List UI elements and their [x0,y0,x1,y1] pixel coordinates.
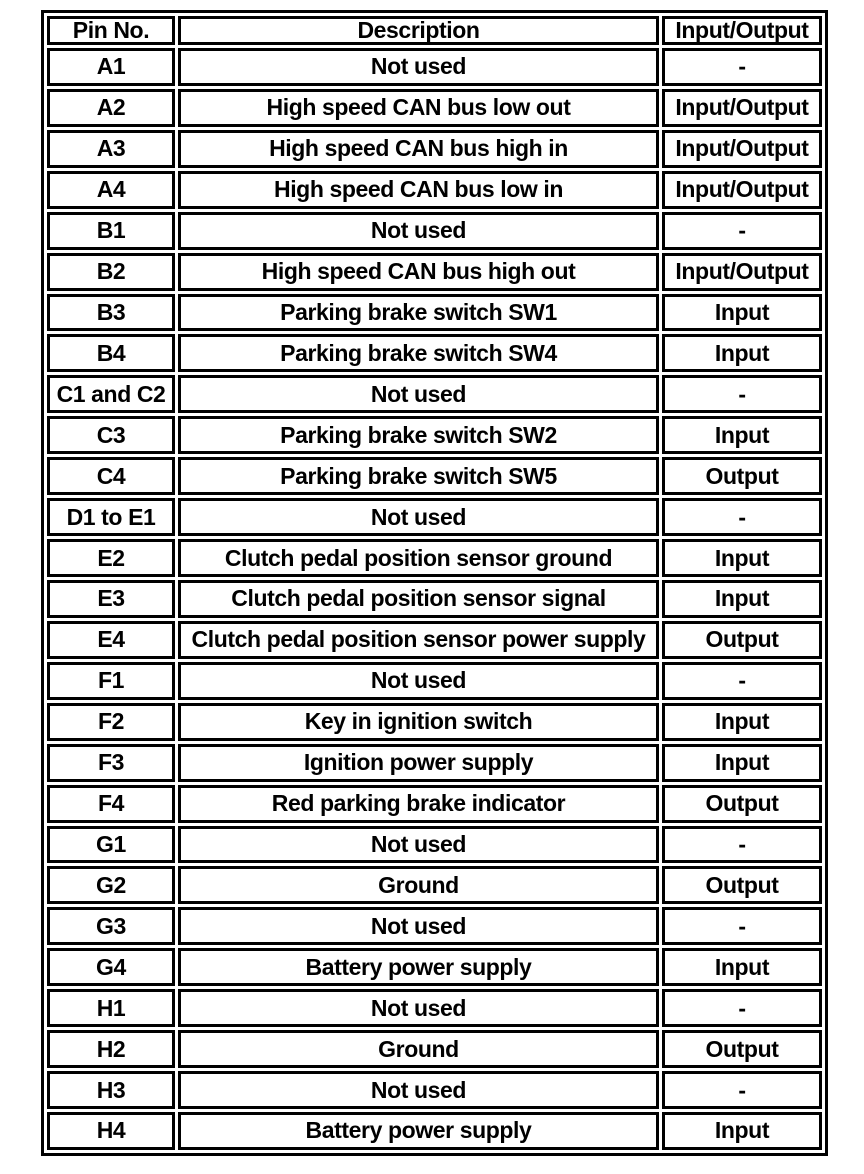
input-output-cell: Output [662,785,822,823]
input-output-cell: - [662,662,822,700]
description-cell: Not used [178,48,659,86]
table-row [47,948,822,986]
pin-number-cell: F1 [47,662,175,700]
pin-number-cell: H4 [47,1112,175,1150]
description-cell: Parking brake switch SW2 [178,416,659,454]
input-output-cell: - [662,826,822,864]
table-row [47,1030,822,1068]
table-row [47,48,822,86]
table-row [47,130,822,168]
header-row [47,16,822,45]
table-row [47,294,822,332]
description-cell: Red parking brake indicator [178,785,659,823]
description-cell: Ground [178,1030,659,1068]
description-cell: Not used [178,212,659,250]
table-row [47,171,822,209]
input-output-cell: Input [662,1112,822,1150]
table-row [47,253,822,291]
description-cell: Parking brake switch SW5 [178,457,659,495]
description-cell: Not used [178,1071,659,1109]
table-row [47,89,822,127]
input-output-cell: - [662,212,822,250]
pinout-table [44,13,825,1153]
table-row [47,826,822,864]
table-row [47,375,822,413]
description-cell: High speed CAN bus low out [178,89,659,127]
table-row [47,1071,822,1109]
table-row [47,457,822,495]
description-cell: Battery power supply [178,948,659,986]
description-cell: Not used [178,375,659,413]
pin-number-cell: C4 [47,457,175,495]
input-output-cell: - [662,1071,822,1109]
input-output-cell: Input [662,416,822,454]
input-output-cell: Input [662,580,822,618]
table-row [47,212,822,250]
input-output-cell: Input [662,948,822,986]
description-cell: Clutch pedal position sensor ground [178,539,659,577]
input-output-cell: Input/Output [662,130,822,168]
header-input-output: Input/Output [662,16,822,45]
pin-number-cell: D1 to E1 [47,498,175,536]
description-cell: Clutch pedal position sensor power supply [178,621,659,659]
input-output-cell: Input/Output [662,89,822,127]
pin-number-cell: G2 [47,866,175,904]
pin-number-cell: C3 [47,416,175,454]
table-row [47,621,822,659]
pin-number-cell: A1 [47,48,175,86]
input-output-cell: - [662,498,822,536]
description-cell: High speed CAN bus low in [178,171,659,209]
pin-number-cell: G1 [47,826,175,864]
pin-number-cell: F3 [47,744,175,782]
pinout-table-frame [41,10,828,1156]
pin-number-cell: F2 [47,703,175,741]
description-cell: Ignition power supply [178,744,659,782]
header-description: Description [178,16,659,45]
table-row [47,498,822,536]
pin-number-cell: B4 [47,334,175,372]
pin-number-cell: H2 [47,1030,175,1068]
description-cell: Parking brake switch SW4 [178,334,659,372]
table-row [47,907,822,945]
input-output-cell: - [662,48,822,86]
pin-number-cell: H1 [47,989,175,1027]
description-cell: High speed CAN bus high in [178,130,659,168]
pin-number-cell: G3 [47,907,175,945]
input-output-cell: - [662,375,822,413]
input-output-cell: Input [662,334,822,372]
description-cell: Not used [178,826,659,864]
input-output-cell: - [662,907,822,945]
pin-number-cell: F4 [47,785,175,823]
input-output-cell: Output [662,457,822,495]
table-row [47,662,822,700]
description-cell: Parking brake switch SW1 [178,294,659,332]
table-row [47,416,822,454]
table-row [47,989,822,1027]
description-cell: Not used [178,662,659,700]
input-output-cell: Input [662,703,822,741]
description-cell: Not used [178,907,659,945]
pin-number-cell: E4 [47,621,175,659]
table-row [47,744,822,782]
input-output-cell: Output [662,866,822,904]
description-cell: Battery power supply [178,1112,659,1150]
pin-number-cell: B2 [47,253,175,291]
input-output-cell: Output [662,621,822,659]
pin-number-cell: A3 [47,130,175,168]
description-cell: Not used [178,498,659,536]
input-output-cell: Output [662,1030,822,1068]
header-pin-no: Pin No. [47,16,175,45]
pin-number-cell: C1 and C2 [47,375,175,413]
input-output-cell: Input [662,744,822,782]
pin-number-cell: E2 [47,539,175,577]
pin-number-cell: B3 [47,294,175,332]
input-output-cell: Input [662,294,822,332]
description-cell: Not used [178,989,659,1027]
table-row [47,580,822,618]
table-body [47,48,822,1150]
pin-number-cell: E3 [47,580,175,618]
input-output-cell: Input/Output [662,171,822,209]
table-row [47,539,822,577]
pin-number-cell: A4 [47,171,175,209]
table-row [47,334,822,372]
description-cell: Clutch pedal position sensor signal [178,580,659,618]
table-row [47,1112,822,1150]
description-cell: Ground [178,866,659,904]
description-cell: Key in ignition switch [178,703,659,741]
pin-number-cell: H3 [47,1071,175,1109]
table-row [47,866,822,904]
input-output-cell: Input/Output [662,253,822,291]
pin-number-cell: G4 [47,948,175,986]
input-output-cell: - [662,989,822,1027]
input-output-cell: Input [662,539,822,577]
table-row [47,785,822,823]
pin-number-cell: A2 [47,89,175,127]
description-cell: High speed CAN bus high out [178,253,659,291]
table-row [47,703,822,741]
pin-number-cell: B1 [47,212,175,250]
